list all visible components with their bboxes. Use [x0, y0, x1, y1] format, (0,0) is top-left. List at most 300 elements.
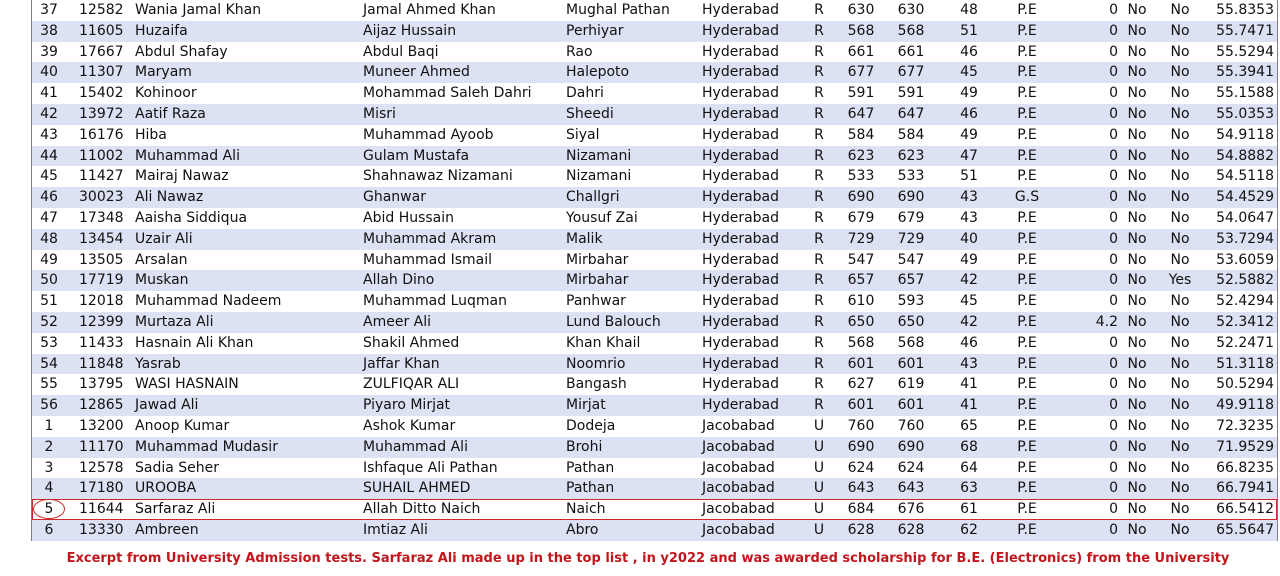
- area-cell: U: [813, 501, 825, 518]
- test-marks-cell: 42: [960, 272, 978, 289]
- marks-obtained-cell: 684: [847, 501, 875, 518]
- marks-obtained-cell: 623: [847, 147, 875, 164]
- candidate-name-cell: Arsalan: [135, 251, 188, 268]
- candidate-name-cell: Wania Jamal Khan: [135, 2, 262, 18]
- bonus-cell: 0: [1109, 521, 1118, 538]
- test-marks-cell: 62: [960, 521, 978, 538]
- candidate-name-cell: Muhammad Mudasir: [135, 438, 278, 455]
- aggregate-score-cell: 54.0647: [1216, 209, 1274, 226]
- bonus-cell: 0: [1109, 209, 1118, 226]
- marks-obtained-cell: 760: [847, 417, 875, 434]
- area-cell: R: [814, 189, 824, 206]
- marks-adjusted-cell: 533: [897, 168, 925, 185]
- test-marks-cell: 42: [960, 313, 978, 330]
- bonus-cell: 0: [1109, 85, 1118, 102]
- roll-number-cell: 12865: [79, 397, 124, 414]
- table-row: [32, 0, 1277, 21]
- serial-number-cell: 53: [40, 334, 58, 351]
- table-row: [32, 270, 1277, 291]
- aggregate-score-cell: 54.4529: [1216, 189, 1274, 206]
- serial-number-cell: 52: [40, 313, 58, 330]
- candidate-name-cell: Sadia Seher: [135, 459, 220, 476]
- serial-number-cell: 40: [40, 64, 58, 81]
- serial-number-cell: 3: [44, 459, 54, 476]
- flag-two-cell: No: [1170, 313, 1190, 330]
- marks-obtained-cell: 690: [847, 189, 875, 206]
- father-name-cell: Imtiaz Ali: [363, 521, 428, 538]
- test-marks-cell: 63: [960, 480, 978, 497]
- marks-adjusted-cell: 591: [897, 85, 925, 102]
- group-cell: P.E: [1017, 105, 1037, 122]
- roll-number-cell: 17719: [79, 272, 124, 289]
- aggregate-score-cell: 52.5882: [1216, 272, 1274, 289]
- father-name-cell: Ishfaque Ali Pathan: [363, 459, 498, 476]
- group-cell: P.E: [1017, 251, 1037, 268]
- flag-two-cell: No: [1170, 43, 1190, 60]
- district-cell: Hyderabad: [702, 189, 779, 206]
- district-cell: Hyderabad: [702, 209, 779, 226]
- group-cell: P.E: [1017, 521, 1037, 538]
- flag-two-cell: No: [1170, 501, 1190, 518]
- flag-one-cell: No: [1127, 459, 1147, 476]
- candidate-name-cell: Sarfaraz Ali: [135, 501, 216, 518]
- test-marks-cell: 61: [960, 501, 978, 518]
- roll-number-cell: 17348: [79, 209, 124, 226]
- aggregate-score-cell: 54.9118: [1216, 126, 1274, 143]
- district-cell: Hyderabad: [702, 85, 779, 102]
- roll-number-cell: 12399: [79, 313, 124, 330]
- father-name-cell: Shahnawaz Nizamani: [363, 168, 513, 185]
- father-name-cell: Piyaro Mirjat: [363, 397, 451, 414]
- serial-number-cell: 38: [40, 22, 58, 39]
- serial-number-cell: 2: [44, 438, 54, 455]
- bonus-cell: 0: [1109, 272, 1118, 289]
- caste-cell: Yousuf Zai: [566, 209, 638, 226]
- candidate-name-cell: Maryam: [135, 64, 192, 81]
- flag-one-cell: No: [1127, 189, 1147, 206]
- area-cell: R: [814, 397, 824, 414]
- table-row: [32, 208, 1277, 229]
- group-cell: P.E: [1017, 147, 1037, 164]
- flag-two-cell: No: [1170, 355, 1190, 372]
- group-cell: P.E: [1017, 209, 1037, 226]
- group-cell: P.E: [1017, 85, 1037, 102]
- flag-one-cell: No: [1127, 501, 1147, 518]
- bonus-cell: 0: [1109, 334, 1118, 351]
- marks-obtained-cell: 661: [847, 43, 875, 60]
- roll-number-cell: 11605: [79, 22, 124, 39]
- flag-two-cell: No: [1170, 85, 1190, 102]
- group-cell: P.E: [1017, 2, 1037, 18]
- flag-one-cell: No: [1127, 293, 1147, 310]
- marks-obtained-cell: 628: [847, 521, 875, 538]
- aggregate-score-cell: 51.3118: [1216, 355, 1274, 372]
- caste-cell: Challgri: [566, 189, 620, 206]
- caste-cell: Perhiyar: [566, 22, 624, 39]
- marks-adjusted-cell: 584: [897, 126, 925, 143]
- roll-number-cell: 13454: [79, 230, 124, 247]
- group-cell: P.E: [1017, 43, 1037, 60]
- district-cell: Hyderabad: [702, 43, 779, 60]
- area-cell: U: [813, 459, 825, 476]
- bonus-cell: 4.2: [1095, 313, 1118, 330]
- marks-adjusted-cell: 593: [897, 293, 925, 310]
- caste-cell: Panhwar: [566, 293, 626, 310]
- test-marks-cell: 46: [960, 105, 978, 122]
- father-name-cell: Gulam Mustafa: [363, 147, 470, 164]
- serial-number-cell: 5: [44, 501, 54, 518]
- candidate-name-cell: Muhammad Nadeem: [135, 293, 282, 310]
- group-cell: P.E: [1017, 417, 1037, 434]
- caste-cell: Pathan: [566, 459, 615, 476]
- group-cell: P.E: [1017, 355, 1037, 372]
- table-row: [32, 312, 1277, 333]
- table-row: [32, 104, 1277, 125]
- marks-adjusted-cell: 679: [897, 209, 925, 226]
- aggregate-score-cell: 52.2471: [1216, 334, 1274, 351]
- flag-one-cell: No: [1127, 272, 1147, 289]
- roll-number-cell: 11644: [79, 501, 124, 518]
- area-cell: R: [814, 272, 824, 289]
- father-name-cell: Jamal Ahmed Khan: [363, 2, 496, 18]
- flag-two-cell: No: [1170, 397, 1190, 414]
- aggregate-score-cell: 49.9118: [1216, 397, 1274, 414]
- area-cell: U: [813, 417, 825, 434]
- bonus-cell: 0: [1109, 438, 1118, 455]
- flag-one-cell: No: [1127, 376, 1147, 393]
- area-cell: U: [813, 480, 825, 497]
- serial-number-cell: 51: [40, 293, 58, 310]
- flag-two-cell: No: [1170, 230, 1190, 247]
- marks-adjusted-cell: 623: [897, 147, 925, 164]
- flag-two-cell: No: [1170, 459, 1190, 476]
- table-row: [32, 146, 1277, 167]
- area-cell: R: [814, 43, 824, 60]
- roll-number-cell: 16176: [79, 126, 124, 143]
- district-cell: Jacobabad: [702, 501, 775, 518]
- area-cell: R: [814, 293, 824, 310]
- caste-cell: Pathan: [566, 480, 615, 497]
- flag-two-cell: No: [1170, 105, 1190, 122]
- bonus-cell: 0: [1109, 397, 1118, 414]
- group-cell: P.E: [1017, 334, 1037, 351]
- candidate-name-cell: UROOBA: [135, 480, 197, 497]
- father-name-cell: Allah Dino: [363, 272, 435, 289]
- flag-two-cell: No: [1170, 209, 1190, 226]
- test-marks-cell: 47: [960, 147, 978, 164]
- district-cell: Hyderabad: [702, 355, 779, 372]
- marks-obtained-cell: 601: [847, 355, 875, 372]
- table-row: [32, 374, 1277, 395]
- flag-two-cell: No: [1170, 189, 1190, 206]
- district-cell: Hyderabad: [702, 293, 779, 310]
- test-marks-cell: 43: [960, 209, 978, 226]
- caste-cell: Noomrio: [566, 355, 626, 372]
- marks-obtained-cell: 568: [847, 334, 875, 351]
- group-cell: P.E: [1017, 501, 1037, 518]
- aggregate-score-cell: 72.3235: [1216, 417, 1274, 434]
- serial-number-cell: 1: [44, 417, 54, 434]
- bonus-cell: 0: [1109, 2, 1118, 18]
- flag-two-cell: No: [1170, 251, 1190, 268]
- table-row: [32, 21, 1277, 42]
- bonus-cell: 0: [1109, 22, 1118, 39]
- district-cell: Hyderabad: [702, 22, 779, 39]
- candidate-name-cell: WASI HASNAIN: [135, 376, 239, 393]
- father-name-cell: Muhammad Ismail: [363, 251, 493, 268]
- table-row: [32, 458, 1277, 479]
- marks-adjusted-cell: 650: [897, 313, 925, 330]
- group-cell: G.S: [1014, 189, 1040, 206]
- district-cell: Jacobabad: [702, 438, 775, 455]
- serial-number-cell: 4: [44, 480, 54, 497]
- marks-adjusted-cell: 647: [897, 105, 925, 122]
- candidate-name-cell: Yasrab: [135, 355, 181, 372]
- roll-number-cell: 15402: [79, 85, 124, 102]
- marks-adjusted-cell: 568: [897, 334, 925, 351]
- flag-two-cell: No: [1170, 480, 1190, 497]
- test-marks-cell: 46: [960, 43, 978, 60]
- candidate-name-cell: Aaisha Siddiqua: [135, 209, 248, 226]
- area-cell: R: [814, 209, 824, 226]
- aggregate-score-cell: 55.3941: [1216, 64, 1274, 81]
- district-cell: Hyderabad: [702, 230, 779, 247]
- test-marks-cell: 46: [960, 334, 978, 351]
- flag-one-cell: No: [1127, 64, 1147, 81]
- table-row: [32, 187, 1277, 208]
- caste-cell: Dahri: [566, 85, 604, 102]
- marks-obtained-cell: 729: [847, 230, 875, 247]
- group-cell: P.E: [1017, 293, 1037, 310]
- roll-number-cell: 11848: [79, 355, 124, 372]
- serial-number-cell: 43: [40, 126, 58, 143]
- district-cell: Jacobabad: [702, 521, 775, 538]
- serial-number-cell: 6: [44, 521, 54, 538]
- flag-two-cell: Yes: [1168, 272, 1192, 289]
- highlighted-table-row: [32, 499, 1277, 520]
- marks-adjusted-cell: 601: [897, 397, 925, 414]
- flag-two-cell: No: [1170, 438, 1190, 455]
- area-cell: R: [814, 64, 824, 81]
- aggregate-score-cell: 54.8882: [1216, 147, 1274, 164]
- district-cell: Hyderabad: [702, 126, 779, 143]
- caste-cell: Mirbahar: [566, 272, 629, 289]
- marks-adjusted-cell: 624: [897, 459, 925, 476]
- candidate-name-cell: Kohinoor: [135, 85, 197, 102]
- table-row: [32, 395, 1277, 416]
- bonus-cell: 0: [1109, 376, 1118, 393]
- district-cell: Hyderabad: [702, 168, 779, 185]
- bonus-cell: 0: [1109, 230, 1118, 247]
- district-cell: Hyderabad: [702, 397, 779, 414]
- flag-one-cell: No: [1127, 209, 1147, 226]
- marks-adjusted-cell: 628: [897, 521, 925, 538]
- bonus-cell: 0: [1109, 189, 1118, 206]
- aggregate-score-cell: 55.7471: [1216, 22, 1274, 39]
- aggregate-score-cell: 66.8235: [1216, 459, 1274, 476]
- roll-number-cell: 13505: [79, 251, 124, 268]
- candidate-name-cell: Aatif Raza: [135, 105, 206, 122]
- table-row: [32, 354, 1277, 375]
- candidate-name-cell: Jawad Ali: [135, 397, 199, 414]
- flag-one-cell: No: [1127, 438, 1147, 455]
- table-row: [32, 416, 1277, 437]
- district-cell: Hyderabad: [702, 272, 779, 289]
- serial-number-cell: 39: [40, 43, 58, 60]
- group-cell: P.E: [1017, 126, 1037, 143]
- father-name-cell: Muhammad Luqman: [363, 293, 507, 310]
- aggregate-score-cell: 54.5118: [1216, 168, 1274, 185]
- serial-number-cell: 54: [40, 355, 58, 372]
- bonus-cell: 0: [1109, 64, 1118, 81]
- test-marks-cell: 49: [960, 126, 978, 143]
- test-marks-cell: 51: [960, 22, 978, 39]
- test-marks-cell: 40: [960, 230, 978, 247]
- father-name-cell: SUHAIL AHMED: [363, 480, 471, 497]
- serial-number-cell: 41: [40, 85, 58, 102]
- marks-obtained-cell: 647: [847, 105, 875, 122]
- area-cell: R: [814, 355, 824, 372]
- test-marks-cell: 41: [960, 376, 978, 393]
- father-name-cell: Muhammad Ali: [363, 438, 468, 455]
- aggregate-score-cell: 65.5647: [1216, 521, 1274, 538]
- roll-number-cell: 13795: [79, 376, 124, 393]
- caste-cell: Bangash: [566, 376, 627, 393]
- marks-adjusted-cell: 676: [897, 501, 925, 518]
- marks-obtained-cell: 624: [847, 459, 875, 476]
- candidate-name-cell: Hasnain Ali Khan: [135, 334, 254, 351]
- candidate-name-cell: Muhammad Ali: [135, 147, 240, 164]
- father-name-cell: Allah Ditto Naich: [363, 501, 481, 518]
- roll-number-cell: 11427: [79, 168, 124, 185]
- table-row: [32, 291, 1277, 312]
- marks-adjusted-cell: 690: [897, 438, 925, 455]
- roll-number-cell: 11433: [79, 334, 124, 351]
- flag-one-cell: No: [1127, 22, 1147, 39]
- marks-adjusted-cell: 690: [897, 189, 925, 206]
- candidate-name-cell: Murtaza Ali: [135, 313, 214, 330]
- father-name-cell: Mohammad Saleh Dahri: [363, 85, 532, 102]
- aggregate-score-cell: 52.3412: [1216, 313, 1274, 330]
- highlight-circle-annotation: [33, 499, 65, 519]
- marks-obtained-cell: 630: [847, 2, 875, 18]
- table-row: [32, 125, 1277, 146]
- caste-cell: Nizamani: [566, 168, 632, 185]
- area-cell: R: [814, 105, 824, 122]
- bonus-cell: 0: [1109, 417, 1118, 434]
- marks-adjusted-cell: 568: [897, 22, 925, 39]
- district-cell: Hyderabad: [702, 2, 779, 18]
- father-name-cell: Abdul Baqi: [363, 43, 439, 60]
- group-cell: P.E: [1017, 230, 1037, 247]
- district-cell: Hyderabad: [702, 376, 779, 393]
- roll-number-cell: 30023: [79, 189, 124, 206]
- aggregate-score-cell: 53.6059: [1216, 251, 1274, 268]
- serial-number-cell: 49: [40, 251, 58, 268]
- aggregate-score-cell: 55.8353: [1216, 2, 1274, 18]
- father-name-cell: Ghanwar: [363, 189, 426, 206]
- father-name-cell: Muhammad Ayoob: [363, 126, 494, 143]
- bonus-cell: 0: [1109, 459, 1118, 476]
- table-row: [32, 333, 1277, 354]
- area-cell: R: [814, 22, 824, 39]
- roll-number-cell: 13330: [79, 521, 124, 538]
- flag-one-cell: No: [1127, 43, 1147, 60]
- candidate-name-cell: Uzair Ali: [135, 230, 193, 247]
- aggregate-score-cell: 55.1588: [1216, 85, 1274, 102]
- group-cell: P.E: [1017, 376, 1037, 393]
- flag-one-cell: No: [1127, 230, 1147, 247]
- area-cell: U: [813, 438, 825, 455]
- roll-number-cell: 11002: [79, 147, 124, 164]
- test-marks-cell: 68: [960, 438, 978, 455]
- marks-adjusted-cell: 601: [897, 355, 925, 372]
- candidate-name-cell: Hiba: [135, 126, 167, 143]
- area-cell: R: [814, 2, 824, 18]
- caste-cell: Mughal Pathan: [566, 2, 670, 18]
- caste-cell: Mirjat: [566, 397, 606, 414]
- marks-obtained-cell: 584: [847, 126, 875, 143]
- father-name-cell: Abid Hussain: [363, 209, 455, 226]
- group-cell: P.E: [1017, 272, 1037, 289]
- district-cell: Jacobabad: [702, 459, 775, 476]
- table-row: [32, 229, 1277, 250]
- serial-number-cell: 42: [40, 105, 58, 122]
- caste-cell: Lund Balouch: [566, 313, 661, 330]
- test-marks-cell: 41: [960, 397, 978, 414]
- area-cell: R: [814, 147, 824, 164]
- father-name-cell: Misri: [363, 105, 396, 122]
- flag-two-cell: No: [1170, 417, 1190, 434]
- aggregate-score-cell: 55.0353: [1216, 105, 1274, 122]
- bonus-cell: 0: [1109, 126, 1118, 143]
- roll-number-cell: 11307: [79, 64, 124, 81]
- flag-two-cell: No: [1170, 334, 1190, 351]
- marks-obtained-cell: 643: [847, 480, 875, 497]
- test-marks-cell: 43: [960, 355, 978, 372]
- flag-two-cell: No: [1170, 521, 1190, 538]
- marks-obtained-cell: 677: [847, 64, 875, 81]
- marks-obtained-cell: 690: [847, 438, 875, 455]
- flag-one-cell: No: [1127, 521, 1147, 538]
- flag-one-cell: No: [1127, 251, 1147, 268]
- roll-number-cell: 12582: [79, 2, 124, 18]
- test-marks-cell: 51: [960, 168, 978, 185]
- bonus-cell: 0: [1109, 293, 1118, 310]
- test-marks-cell: 45: [960, 64, 978, 81]
- flag-one-cell: No: [1127, 355, 1147, 372]
- marks-obtained-cell: 591: [847, 85, 875, 102]
- group-cell: P.E: [1017, 64, 1037, 81]
- aggregate-score-cell: 53.7294: [1216, 230, 1274, 247]
- district-cell: Hyderabad: [702, 313, 779, 330]
- area-cell: R: [814, 230, 824, 247]
- candidate-name-cell: Abdul Shafay: [135, 43, 228, 60]
- district-cell: Hyderabad: [702, 105, 779, 122]
- bonus-cell: 0: [1109, 251, 1118, 268]
- caste-cell: Dodeja: [566, 417, 616, 434]
- candidate-name-cell: Ali Nawaz: [135, 189, 204, 206]
- area-cell: R: [814, 251, 824, 268]
- group-cell: P.E: [1017, 480, 1037, 497]
- flag-two-cell: No: [1170, 147, 1190, 164]
- bonus-cell: 0: [1109, 355, 1118, 372]
- aggregate-score-cell: 66.5412: [1216, 501, 1274, 518]
- flag-two-cell: No: [1170, 168, 1190, 185]
- aggregate-score-cell: 50.5294: [1216, 376, 1274, 393]
- district-cell: Hyderabad: [702, 64, 779, 81]
- flag-two-cell: No: [1170, 293, 1190, 310]
